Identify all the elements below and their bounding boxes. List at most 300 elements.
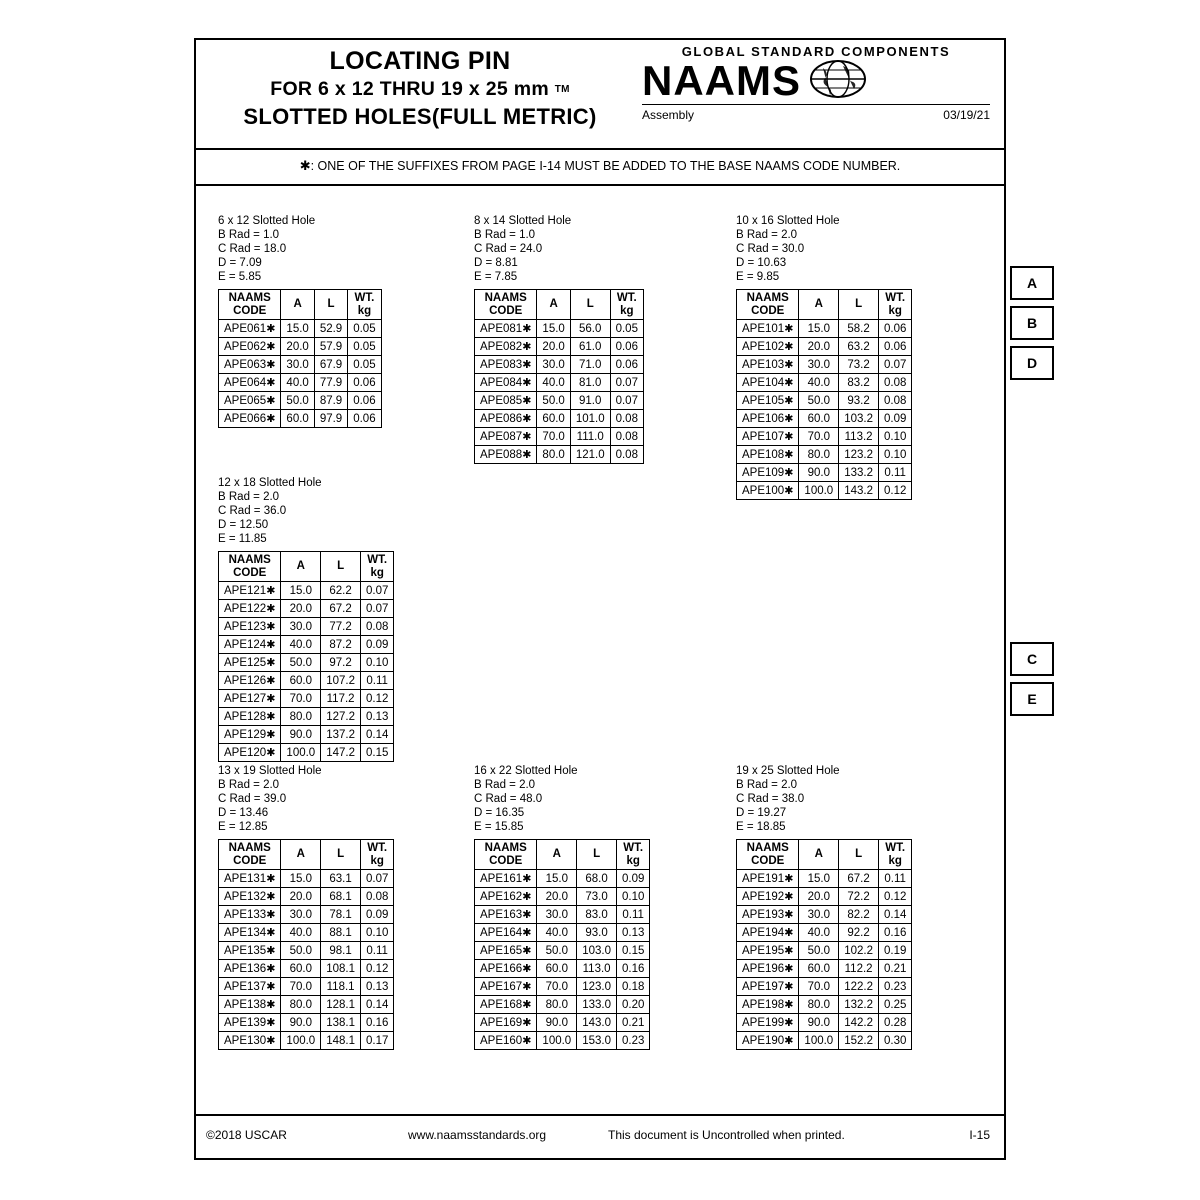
cell-naams-code: [219, 654, 281, 672]
cell-naams-code: [475, 356, 537, 374]
cell-naams-code: [219, 356, 281, 374]
code-text: APE195: [742, 945, 785, 957]
asterisk-icon: ✱: [266, 729, 276, 741]
brand-block: [642, 44, 990, 122]
table-row: [737, 870, 912, 888]
table-row: [737, 446, 912, 464]
table-header-row: [475, 290, 644, 320]
cell-naams-code: [737, 1014, 799, 1032]
cell-naams-code: [475, 1014, 537, 1032]
cell-naams-code: [219, 888, 281, 906]
uncontrolled-notice: This document is Uncontrolled when printed.: [608, 1128, 845, 1142]
cell-naams-code: [737, 374, 799, 392]
col-l: L: [570, 290, 610, 320]
copyright-text: ©2018 USCAR: [206, 1128, 287, 1142]
code-text: APE162: [480, 891, 523, 903]
code-text: APE087: [480, 431, 523, 443]
table-row: [475, 428, 644, 446]
cell-l: 83.0: [577, 906, 617, 924]
cell-naams-code: [475, 338, 537, 356]
cell-a: 80.0: [799, 996, 839, 1014]
cell-naams-code: [219, 672, 281, 690]
code-text: APE100: [742, 485, 785, 497]
cell-a: 60.0: [799, 960, 839, 978]
asterisk-icon: ✱: [266, 945, 276, 957]
code-text: APE102: [742, 341, 785, 353]
cell-a: 40.0: [799, 924, 839, 942]
col-l: L: [839, 840, 879, 870]
cell-wt: 0.09: [616, 870, 649, 888]
cell-naams-code: [219, 942, 281, 960]
asterisk-icon: ✱: [266, 585, 276, 597]
group-title: 8 x 14 Slotted Hole: [474, 215, 572, 227]
col-naams-code: [737, 290, 799, 320]
cell-naams-code: [475, 978, 537, 996]
cell-wt: 0.16: [878, 924, 911, 942]
cell-a: 100.0: [281, 744, 321, 762]
cell-naams-code: [475, 888, 537, 906]
cell-l: 61.0: [570, 338, 610, 356]
code-text: APE085: [480, 395, 523, 407]
cell-wt: 0.11: [878, 464, 911, 482]
table-row: [219, 960, 394, 978]
title-line-3: SLOTTED HOLES(FULL METRIC): [243, 103, 597, 129]
cell-a: 80.0: [281, 708, 321, 726]
cell-l: 107.2: [321, 672, 361, 690]
cell-l: 63.2: [839, 338, 879, 356]
cell-naams-code: [737, 996, 799, 1014]
code-text: APE084: [480, 377, 523, 389]
cell-a: 30.0: [537, 356, 570, 374]
asterisk-icon: ✱: [784, 1017, 794, 1029]
table-13x19: [218, 839, 394, 1050]
table-16x22: [474, 839, 650, 1050]
cell-naams-code: [475, 410, 537, 428]
group-d: D = 7.09: [218, 257, 262, 269]
code-text: APE190: [742, 1035, 785, 1047]
col-naams-code: [475, 290, 537, 320]
code-text: APE063: [224, 359, 267, 371]
asterisk-icon: ✱: [784, 891, 794, 903]
table-row: [737, 410, 912, 428]
cell-l: 122.2: [839, 978, 879, 996]
group-e: E = 5.85: [218, 271, 262, 283]
asterisk-icon: ✱: [266, 891, 276, 903]
asterisk-icon: ✱: [266, 1017, 276, 1029]
asterisk-icon: ✱: [266, 747, 276, 759]
cell-l: 118.1: [321, 978, 361, 996]
title-line-1: LOCATING PIN: [329, 47, 511, 75]
cell-l: 77.9: [314, 374, 347, 392]
cell-naams-code: [475, 960, 537, 978]
col-wt: [878, 840, 911, 870]
table-row: [219, 942, 394, 960]
cell-naams-code: [737, 942, 799, 960]
website-link[interactable]: www.naamsstandards.org: [408, 1128, 547, 1142]
group-d: D = 16.35: [474, 807, 525, 819]
cell-a: 30.0: [799, 906, 839, 924]
cell-naams-code: [737, 446, 799, 464]
col-wt: [360, 840, 393, 870]
col-wt-line1: WT.: [367, 842, 388, 854]
cell-a: 60.0: [281, 410, 314, 428]
cell-naams-code: [737, 906, 799, 924]
side-tab-d[interactable]: D: [1010, 346, 1054, 380]
cell-l: 71.0: [570, 356, 610, 374]
cell-naams-code: [219, 690, 281, 708]
cell-a: 40.0: [281, 374, 314, 392]
asterisk-icon: ✱: [266, 693, 276, 705]
cell-a: 20.0: [799, 888, 839, 906]
table-header-row: [737, 290, 912, 320]
col-naams-code: [475, 840, 537, 870]
cell-wt: 0.15: [360, 744, 393, 762]
col-wt: [348, 290, 381, 320]
code-text: APE139: [224, 1017, 267, 1029]
group-12x18: [218, 476, 394, 762]
group-e: E = 15.85: [474, 821, 524, 833]
code-text: APE130: [224, 1035, 267, 1047]
asterisk-icon: ✱: [266, 999, 276, 1011]
cell-wt: 0.06: [348, 392, 381, 410]
asterisk-icon: ✱: [266, 675, 276, 687]
table-row: [475, 960, 650, 978]
cell-wt: 0.10: [878, 446, 911, 464]
code-text: APE125: [224, 657, 267, 669]
cell-a: 40.0: [537, 374, 570, 392]
cell-naams-code: [475, 996, 537, 1014]
cell-naams-code: [219, 1032, 281, 1050]
table-row: [219, 924, 394, 942]
cell-a: 90.0: [537, 1014, 577, 1032]
cell-l: 152.2: [839, 1032, 879, 1050]
table-row: [737, 374, 912, 392]
cell-a: 15.0: [281, 870, 321, 888]
group-b-rad: B Rad = 2.0: [736, 779, 798, 791]
cell-naams-code: [737, 338, 799, 356]
code-text: APE196: [742, 963, 785, 975]
col-wt-line1: WT.: [354, 292, 375, 304]
cell-l: 77.2: [321, 618, 361, 636]
col-a: A: [799, 290, 839, 320]
cell-naams-code: [219, 924, 281, 942]
cell-a: 70.0: [799, 428, 839, 446]
cell-a: 15.0: [281, 582, 321, 600]
code-text: APE120: [224, 747, 267, 759]
col-naams-code: [219, 552, 281, 582]
cell-a: 50.0: [799, 942, 839, 960]
cell-naams-code: [737, 428, 799, 446]
cell-l: 148.1: [321, 1032, 361, 1050]
col-l: L: [839, 290, 879, 320]
table-body-12x18: [219, 582, 394, 762]
cell-l: 132.2: [839, 996, 879, 1014]
cell-wt: 0.06: [878, 338, 911, 356]
asterisk-icon: ✱: [522, 449, 532, 461]
col-code-line1: NAAMS: [484, 292, 527, 304]
cell-wt: 0.08: [610, 428, 643, 446]
table-row: [219, 888, 394, 906]
cell-naams-code: [475, 428, 537, 446]
asterisk-icon: ✱: [522, 945, 532, 957]
asterisk-icon: ✱: [784, 485, 794, 497]
col-code-line2: CODE: [751, 854, 785, 867]
cell-l: 63.1: [321, 870, 361, 888]
cell-naams-code: [219, 726, 281, 744]
cell-a: 40.0: [281, 636, 321, 654]
col-wt-line2: kg: [888, 854, 902, 867]
table-row: [219, 582, 394, 600]
suffix-note: [196, 158, 1004, 174]
cell-naams-code: [219, 392, 281, 410]
code-text: APE166: [480, 963, 523, 975]
table-row: [737, 464, 912, 482]
cell-a: 50.0: [281, 942, 321, 960]
cell-a: 100.0: [799, 1032, 839, 1050]
table-row: [737, 996, 912, 1014]
asterisk-icon: ✱: [522, 1017, 532, 1029]
table-row: [737, 428, 912, 446]
cell-a: 20.0: [537, 888, 577, 906]
table-row: [737, 906, 912, 924]
table-row: [475, 356, 644, 374]
cell-naams-code: [737, 320, 799, 338]
group-8x14: [474, 214, 644, 464]
cell-l: 72.2: [839, 888, 879, 906]
col-a: A: [537, 290, 570, 320]
cell-l: 62.2: [321, 582, 361, 600]
group-d: D = 13.46: [218, 807, 269, 819]
side-tab-a[interactable]: A: [1010, 266, 1054, 300]
cell-wt: 0.11: [360, 942, 393, 960]
group-d: D = 19.27: [736, 807, 787, 819]
code-text: APE103: [742, 359, 785, 371]
cell-l: 143.2: [839, 482, 879, 500]
col-a: A: [799, 840, 839, 870]
cell-wt: 0.05: [348, 338, 381, 356]
cell-wt: 0.08: [360, 618, 393, 636]
cell-wt: 0.05: [610, 320, 643, 338]
col-wt-line2: kg: [620, 304, 634, 317]
table-row: [475, 1014, 650, 1032]
code-text: APE082: [480, 341, 523, 353]
col-wt-line2: kg: [888, 304, 902, 317]
asterisk-icon: ✱: [784, 467, 794, 479]
table-8x14: [474, 289, 644, 464]
asterisk-icon: ✱: [784, 395, 794, 407]
code-text: APE106: [742, 413, 785, 425]
cell-l: 73.2: [839, 356, 879, 374]
code-text: APE160: [480, 1035, 523, 1047]
col-code-line2: CODE: [233, 304, 267, 317]
table-row: [737, 978, 912, 996]
cell-l: 97.2: [321, 654, 361, 672]
side-tab-b[interactable]: B: [1010, 306, 1054, 340]
cell-l: 103.2: [839, 410, 879, 428]
col-code-line2: CODE: [489, 304, 523, 317]
asterisk-icon: ✱: [784, 999, 794, 1011]
cell-l: 128.1: [321, 996, 361, 1014]
asterisk-icon: ✱: [784, 1035, 794, 1047]
table-row: [219, 392, 382, 410]
cell-naams-code: [737, 392, 799, 410]
table-row: [475, 320, 644, 338]
cell-naams-code: [219, 600, 281, 618]
table-row: [219, 978, 394, 996]
col-code-line1: NAAMS: [746, 292, 789, 304]
cell-wt: 0.11: [878, 870, 911, 888]
asterisk-icon: ✱: [522, 431, 532, 443]
group-title: 16 x 22 Slotted Hole: [474, 765, 578, 777]
col-code-line1: NAAMS: [484, 842, 527, 854]
asterisk-icon: ✱: [784, 377, 794, 389]
revision-date: 03/19/21: [943, 108, 990, 122]
cell-l: 67.9: [314, 356, 347, 374]
col-code-line2: CODE: [751, 304, 785, 317]
table-row: [737, 1032, 912, 1050]
col-l: L: [314, 290, 347, 320]
cell-l: 93.2: [839, 392, 879, 410]
col-code-line1: NAAMS: [228, 842, 271, 854]
col-wt-line1: WT.: [367, 554, 388, 566]
code-text: APE101: [742, 323, 785, 335]
table-row: [475, 446, 644, 464]
asterisk-icon: ✱: [784, 909, 794, 921]
col-wt-line2: kg: [357, 304, 372, 317]
cell-l: 123.2: [839, 446, 879, 464]
cell-naams-code: [219, 582, 281, 600]
asterisk-icon: ✱: [266, 359, 276, 371]
trademark-mark: TM: [554, 83, 570, 95]
code-text: APE108: [742, 449, 785, 461]
cell-a: 60.0: [281, 960, 321, 978]
code-text: APE132: [224, 891, 267, 903]
global-standard-components-label: GLOBAL STANDARD COMPONENTS: [681, 44, 951, 59]
asterisk-icon: ✱: [266, 657, 276, 669]
code-text: APE164: [480, 927, 523, 939]
group-c-rad: C Rad = 24.0: [474, 243, 543, 255]
cell-a: 20.0: [281, 600, 321, 618]
cell-wt: 0.08: [610, 410, 643, 428]
cell-a: 50.0: [537, 942, 577, 960]
asterisk-icon: ✱: [266, 1035, 276, 1047]
naams-logo-row: [642, 57, 990, 104]
cell-naams-code: [737, 464, 799, 482]
cell-naams-code: [219, 1014, 281, 1032]
asterisk-icon: ✱: [266, 395, 276, 407]
cell-a: 60.0: [537, 960, 577, 978]
cell-naams-code: [737, 978, 799, 996]
table-row: [219, 600, 394, 618]
cell-wt: 0.06: [610, 356, 643, 374]
cell-l: 67.2: [839, 870, 879, 888]
table-body-10x16: [737, 320, 912, 500]
table-row: [737, 960, 912, 978]
code-text: APE129: [224, 729, 267, 741]
title-line-2-text: FOR 6 x 12 THRU 19 x 25 mm: [270, 78, 549, 100]
cell-wt: 0.28: [878, 1014, 911, 1032]
table-row: [219, 744, 394, 762]
assembly-row: [642, 105, 990, 122]
cell-naams-code: [737, 410, 799, 428]
cell-l: 133.2: [839, 464, 879, 482]
col-wt-line2: kg: [370, 854, 384, 867]
col-code-line2: CODE: [233, 854, 267, 867]
cell-wt: 0.13: [360, 978, 393, 996]
cell-naams-code: [219, 618, 281, 636]
cell-l: 88.1: [321, 924, 361, 942]
table-header-row: [219, 552, 394, 582]
col-wt-line1: WT.: [616, 292, 637, 304]
cell-naams-code: [219, 374, 281, 392]
table-row: [219, 320, 382, 338]
table-row: [219, 618, 394, 636]
cell-l: 111.0: [570, 428, 610, 446]
cell-naams-code: [737, 960, 799, 978]
cell-l: 147.2: [321, 744, 361, 762]
cell-naams-code: [475, 906, 537, 924]
asterisk-icon: ✱: [266, 603, 276, 615]
table-row: [219, 636, 394, 654]
code-text: APE107: [742, 431, 785, 443]
cell-wt: 0.10: [360, 654, 393, 672]
col-code-line2: CODE: [233, 566, 267, 579]
code-text: APE121: [224, 585, 267, 597]
group-c-rad: C Rad = 36.0: [218, 505, 287, 517]
code-text: APE061: [224, 323, 267, 335]
side-tab-e[interactable]: E: [1010, 682, 1054, 716]
cell-a: 30.0: [281, 356, 314, 374]
cell-l: 58.2: [839, 320, 879, 338]
table-row: [219, 726, 394, 744]
cell-a: 40.0: [537, 924, 577, 942]
col-code-line2: CODE: [489, 854, 523, 867]
cell-l: 57.9: [314, 338, 347, 356]
asterisk-icon: ✱: [522, 891, 532, 903]
group-e: E = 9.85: [736, 271, 780, 283]
cell-wt: 0.07: [360, 870, 393, 888]
naams-wordmark: NAAMS: [642, 56, 801, 104]
code-text: APE133: [224, 909, 267, 921]
code-text: APE126: [224, 675, 267, 687]
cell-wt: 0.18: [616, 978, 649, 996]
asterisk-icon: ✱: [784, 323, 794, 335]
cell-l: 68.0: [577, 870, 617, 888]
code-text: APE192: [742, 891, 785, 903]
asterisk-icon: ✱: [784, 431, 794, 443]
side-tab-c[interactable]: C: [1010, 642, 1054, 676]
cell-l: 127.2: [321, 708, 361, 726]
cell-l: 56.0: [570, 320, 610, 338]
cell-l: 121.0: [570, 446, 610, 464]
group-title: 10 x 16 Slotted Hole: [736, 215, 840, 227]
table-row: [737, 338, 912, 356]
code-text: APE128: [224, 711, 267, 723]
code-text: APE131: [224, 873, 267, 885]
code-text: APE191: [742, 873, 785, 885]
cell-wt: 0.25: [878, 996, 911, 1014]
cell-wt: 0.07: [878, 356, 911, 374]
cell-wt: 0.07: [610, 374, 643, 392]
cell-l: 101.0: [570, 410, 610, 428]
group-c-rad: C Rad = 39.0: [218, 793, 287, 805]
code-text: APE165: [480, 945, 523, 957]
code-text: APE088: [480, 449, 523, 461]
cell-a: 80.0: [537, 446, 570, 464]
code-text: APE104: [742, 377, 785, 389]
cell-wt: 0.16: [360, 1014, 393, 1032]
cell-naams-code: [219, 708, 281, 726]
